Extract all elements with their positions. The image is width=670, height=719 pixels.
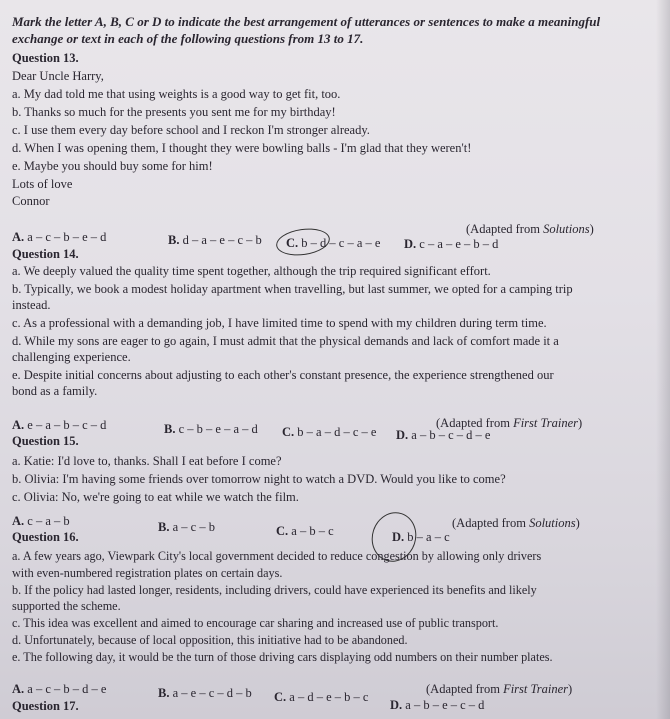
option-sequence: c – a – b (24, 514, 70, 528)
option-sequence: b – d – c – a – e (298, 236, 381, 250)
option-letter: B. (164, 422, 176, 436)
q15-source: (Adapted from Solutions) (452, 516, 580, 530)
q14-line-b: b. Typically, we book a modest holiday apartment when travelling, but last summer, we opted for a camping trip (12, 282, 573, 296)
option-letter: A. (12, 230, 25, 244)
q13-option-a[interactable] (12, 230, 106, 245)
q13-line-b: b. Thanks so much for the presents you sent me for my birthday! (12, 105, 336, 119)
option-sequence: c – a – e – b – d (416, 237, 499, 251)
q13-line-a: a. My dad told me that using weights is a good way to get fit, too. (12, 87, 341, 101)
q16-option-a[interactable] (12, 682, 106, 697)
page-fold-shadow (656, 0, 670, 719)
option-letter: B. (158, 686, 170, 700)
q13-answer-mark (274, 225, 331, 258)
q14-option-b[interactable] (164, 422, 258, 437)
option-sequence: a – c – b – e – d (24, 230, 107, 244)
option-sequence: a – b – c – d – e (408, 428, 491, 442)
source-book-title: Solutions (543, 222, 590, 236)
q13-option-b[interactable] (168, 233, 262, 248)
q16-option-b[interactable] (158, 686, 252, 701)
option-sequence: d – a – e – c – b (179, 233, 262, 247)
q15-option-a[interactable] (12, 514, 70, 529)
option-letter: D. (396, 428, 409, 442)
instruction-line-2: exchange or text in each of the following questions from 13 to 17. (12, 31, 364, 46)
q16-title: Question 16. (12, 530, 79, 544)
source-book-title: First Trainer (513, 416, 579, 430)
q14-line-c: c. As a professional with a demanding job, I have limited time to spend with my children during term time. (12, 316, 547, 330)
option-letter: C. (274, 690, 287, 704)
q13-line-c: c. I use them every day before school and I reckon I'm stronger already. (12, 123, 370, 137)
option-sequence: c – b – e – a – d (175, 422, 258, 436)
q16-option-c[interactable] (274, 690, 368, 705)
option-letter: A. (12, 418, 25, 432)
q13-source: (Adapted from Solutions) (466, 222, 594, 236)
q16-line-d: d. Unfortunately, because of local opposition, this initiative had to be abandoned. (12, 633, 408, 647)
q16-line-e: e. The following day, it would be the turn of those driving cars displaying odd numbers on their number plates. (12, 650, 553, 664)
option-sequence: b – a – c (404, 530, 450, 544)
q17-title: Question 17. (12, 699, 79, 713)
q14-option-d[interactable] (396, 428, 490, 443)
q14-line-d-cont: challenging experience. (12, 350, 131, 364)
q13-closing: Lots of love (12, 177, 73, 191)
option-sequence: a – d – e – b – c (286, 690, 369, 704)
q13-signature: Connor (12, 194, 50, 208)
option-letter: D. (390, 698, 403, 712)
q13-line-e: e. Maybe you should buy some for him! (12, 159, 213, 173)
q15-title: Question 15. (12, 434, 79, 448)
q16-line-a: a. A few years ago, Viewpark City's local government decided to reduce congestion by allowing only drivers (12, 549, 542, 563)
option-letter: C. (286, 236, 299, 250)
option-sequence: a – c – b – d – e (24, 682, 107, 696)
option-sequence: a – b – c (288, 524, 334, 538)
option-letter: B. (168, 233, 180, 247)
q14-line-d: d. While my sons are eager to go again, I must admit that the physical demands and lack of comfort made it a (12, 334, 559, 348)
q14-source: (Adapted from First Trainer) (436, 416, 583, 430)
q15-line-b: b. Olivia: I'm having some friends over tomorrow night to watch a DVD. Would you like to come? (12, 472, 506, 486)
option-sequence: a – b – e – c – d (402, 698, 485, 712)
q16-line-b: b. If the policy had lasted longer, residents, including drivers, could have experienced its benefits and likely (12, 583, 537, 597)
q15-option-b[interactable] (158, 520, 215, 535)
option-letter: C. (282, 425, 295, 439)
option-sequence: a – c – b (169, 520, 215, 534)
option-sequence: e – a – b – c – d (24, 418, 107, 432)
q13-line-d: d. When I was opening them, I thought they were bowling balls - I'm glad that they weren't! (12, 141, 472, 155)
q14-line-e: e. Despite initial concerns about adjusting to each other's constant presence, the experience strengthened our (12, 368, 554, 382)
source-book-title: First Trainer (503, 682, 569, 696)
q14-line-a: a. We deeply valued the quality time spent together, although the trip required significant effort. (12, 264, 491, 278)
q13-greeting: Dear Uncle Harry, (12, 69, 104, 83)
q14-option-c[interactable] (282, 425, 376, 440)
q15-line-a: a. Katie: I'd love to, thanks. Shall I eat before I come? (12, 454, 282, 468)
q15-option-c[interactable] (276, 524, 334, 539)
option-letter: A. (12, 682, 25, 696)
source-book-title: Solutions (529, 516, 576, 530)
q16-line-a-cont: with even-numbered registration plates on certain days. (12, 566, 283, 580)
option-sequence: b – a – d – c – e (294, 425, 377, 439)
q15-line-c: c. Olivia: No, we're going to eat while we watch the film. (12, 490, 299, 504)
option-letter: A. (12, 514, 25, 528)
q13-title: Question 13. (12, 51, 79, 65)
option-letter: D. (404, 237, 417, 251)
q16-option-d[interactable] (390, 698, 484, 713)
option-letter: D. (392, 530, 405, 544)
instruction-line-1: Mark the letter A, B, C or D to indicate the best arrangement of utterances or sentences to make a meaningful (12, 14, 601, 29)
q14-title: Question 14. (12, 247, 79, 261)
q13-option-d[interactable] (404, 237, 498, 252)
q16-line-c: c. This idea was excellent and aimed to encourage car sharing and increased use of public transport. (12, 616, 499, 630)
q16-source: (Adapted from First Trainer) (426, 682, 573, 696)
q14-line-b-cont: instead. (12, 298, 51, 312)
option-sequence: a – e – c – d – b (169, 686, 252, 700)
q14-option-a[interactable] (12, 418, 106, 433)
option-letter: B. (158, 520, 170, 534)
q14-line-e-cont: bond as a family. (12, 384, 98, 398)
option-letter: C. (276, 524, 289, 538)
q16-line-b-cont: supported the scheme. (12, 599, 121, 613)
